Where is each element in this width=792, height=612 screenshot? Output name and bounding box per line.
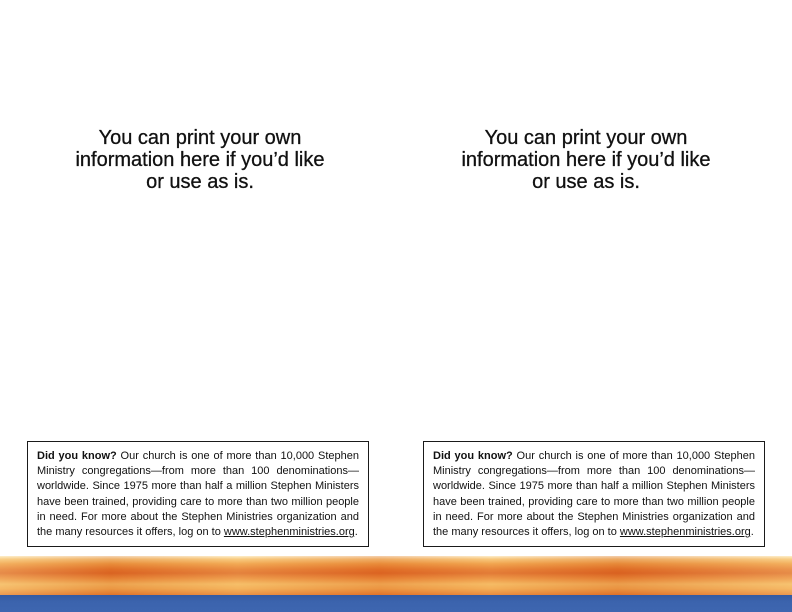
left-panel [0,0,396,556]
stephen-ministries-link[interactable]: www.stephenministries.org [223,526,355,539]
did-you-know-box [423,441,765,547]
did-you-know-lead: Did you know? [433,450,513,462]
heading-line: You can print your own [98,127,302,149]
heading-line: or use as is. [146,171,254,193]
did-you-know-box [27,441,369,547]
did-you-know-trail: . [750,526,754,539]
decorative-blue-band [0,595,792,612]
did-you-know-lead: Did you know? [37,450,117,462]
did-you-know-text [433,449,755,540]
panel-heading [436,127,736,193]
did-you-know-body: Our church is one of more than 10,000 Stephen Ministry congregations—from more than 100 denominations—worldwide. Since 1975 more than half a million Stephen Ministers have been trained, providing care to more than two million people in need. For more about the Stephen Ministries organization and the many resources it offers, log on to [37,450,359,539]
did-you-know-text [37,449,359,540]
heading-line: or use as is. [532,171,640,193]
right-panel [396,0,792,556]
panel-heading [50,127,350,193]
heading-line: information here if you’d like [461,149,711,171]
stephen-ministries-link[interactable]: www.stephenministries.org [619,526,751,539]
heading-line: information here if you’d like [75,149,325,171]
did-you-know-body: Our church is one of more than 10,000 Stephen Ministry congregations—from more than 100 denominations—worldwide. Since 1975 more than half a million Stephen Ministers have been trained, providing care to more than two million people in need. For more about the Stephen Ministries organization and the many resources it offers, log on to [433,450,755,539]
decorative-orange-band [0,556,792,595]
did-you-know-trail: . [354,526,358,539]
heading-line: You can print your own [484,127,688,149]
